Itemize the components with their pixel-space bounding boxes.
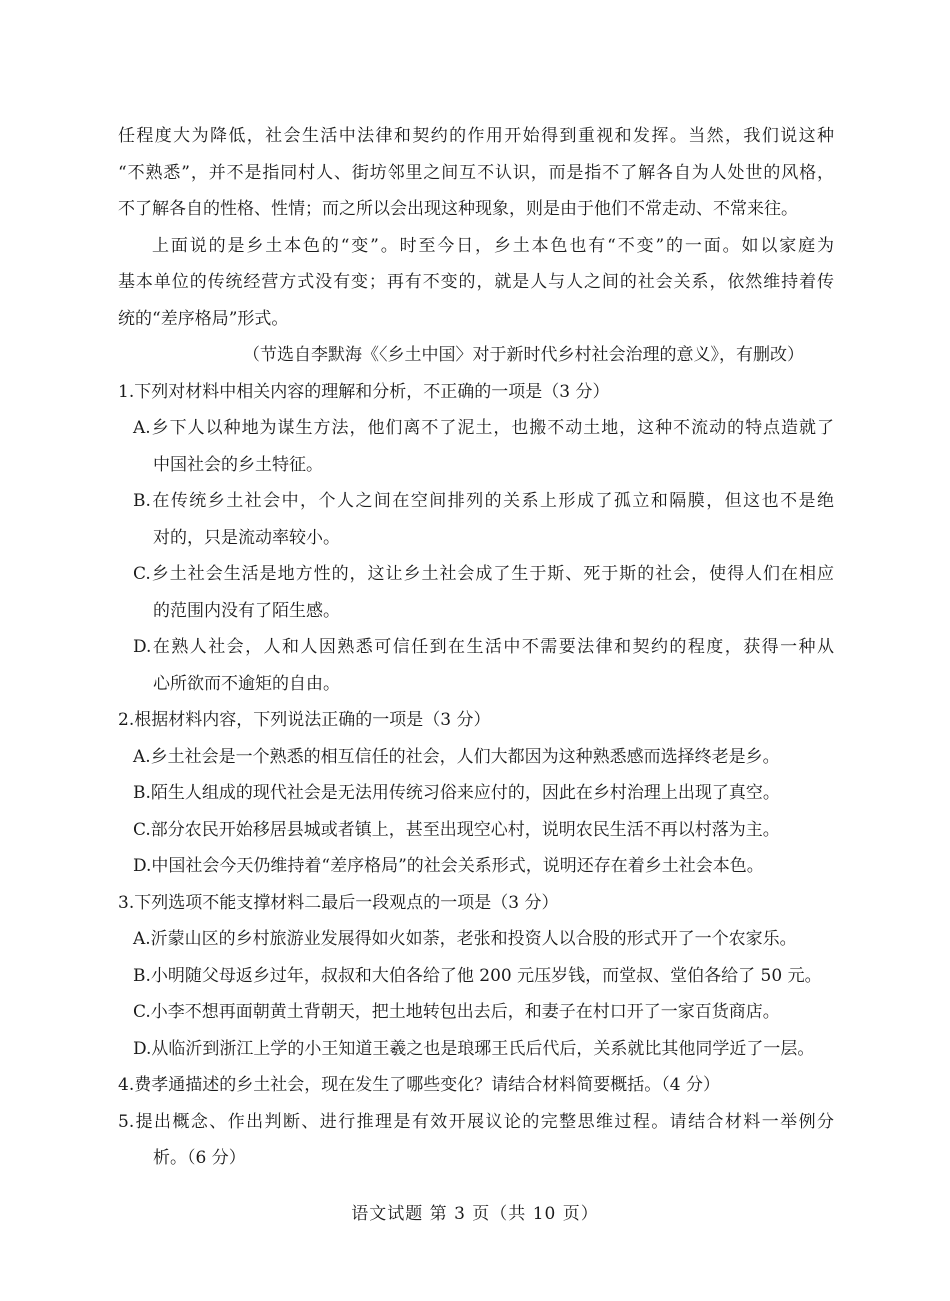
- q3-option-b: B.小明随父母返乡过年，叔叔和大伯各给了他 200 元压岁钱，而堂叔、堂伯各给了 50 元。: [133, 965, 822, 986]
- q1-stem: 1.下列对材料中相关内容的理解和分析，不正确的一项是（3 分）: [118, 381, 610, 402]
- q1-option-c-line1: C.乡土社会生活是地方性的，这让乡土社会成了生于斯、死于斯的社会，使得人们在相应: [133, 564, 834, 584]
- q1-option-b-line1: B.在传统乡土社会中，个人之间在空间排列的关系上形成了孤立和隔膜，但这也不是绝: [133, 491, 834, 511]
- page-footer: 语文试题 第 3 页（共 10 页）: [351, 1204, 599, 1224]
- passage-p2-line2: 基本单位的传统经营方式没有变；再有不变的，就是人与人之间的社会关系，依然维持着传: [118, 272, 834, 292]
- passage-p2-line1: 上面说的是乡土本色的“变”。时至今日，乡土本色也有“不变”的一面。如以家庭为: [152, 235, 834, 256]
- passage-source: （节选自李默海《〈乡土中国〉对于新时代乡村社会治理的意义》，有删改）: [243, 345, 804, 365]
- page-content: [118, 118, 834, 1177]
- q3-option-a: A.沂蒙山区的乡村旅游业发展得如火如荼，老张和投资人以合股的形式开了一个农家乐。: [133, 929, 797, 949]
- q3-stem: 3.下列选项不能支撑材料二最后一段观点的一项是（3 分）: [118, 892, 559, 913]
- q2-option-d: D.中国社会今天仍维持着“差序格局”的社会关系形式，说明还存在着乡土社会本色。: [133, 856, 764, 876]
- q2-option-c: C.部分农民开始移居县城或者镇上，甚至出现空心村，说明农民生活不再以村落为主。: [133, 819, 780, 840]
- q1-option-a-line1: A.乡下人以种地为谋生方法，他们离不了泥土，也搬不动土地，这种不流动的特点造就了: [133, 418, 834, 438]
- q1-option-a-line2: 中国社会的乡土特征。: [153, 454, 323, 475]
- q1-option-b-line2: 对的，只是流动率较小。: [153, 527, 340, 548]
- q1-option-d-line1: D.在熟人社会，人和人因熟悉可信任到在生活中不需要法律和契约的程度，获得一种从: [133, 637, 834, 657]
- passage-p1-line3: 不了解各自的性格、性情；而之所以会出现这种现象，则是由于他们不常走动、不常来往。: [118, 199, 798, 219]
- q3-option-c: C.小李不想再面朝黄土背朝天，把土地转包出去后，和妻子在村口开了一家百货商店。: [133, 1002, 780, 1022]
- passage-p1-line2: “不熟悉”，并不是指同村人、街坊邻里之间互不认识，而是指不了解各自为人处世的风格，: [118, 162, 834, 183]
- q5-stem-line2: 析。（6 分）: [153, 1148, 246, 1168]
- q3-option-d: D.从临沂到浙江上学的小王知道王羲之也是琅琊王氏后代后，关系就比其他同学近了一层。: [133, 1038, 815, 1059]
- q2-option-a: A.乡土社会是一个熟悉的相互信任的社会，人们大都因为这种熟悉感而选择终老是乡。: [133, 746, 780, 767]
- passage-p1-line1: 任程度大为降低，社会生活中法律和契约的作用开始得到重视和发挥。当然，我们说这种: [118, 126, 834, 146]
- q2-option-b: B.陌生人组成的现代社会是无法用传统习俗来应付的，因此在乡村治理上出现了真空。: [133, 783, 780, 803]
- passage-p2-line3: 统的“差序格局”形式。: [118, 308, 289, 329]
- q2-stem: 2.根据材料内容，下列说法正确的一项是（3 分）: [118, 710, 491, 730]
- q4-stem: 4.费孝通描述的乡土社会，现在发生了哪些变化？请结合材料简要概括。（4 分）: [118, 1075, 720, 1095]
- q5-stem-line1: 5.提出概念、作出判断、进行推理是有效开展议论的完整思维过程。请结合材料一举例分: [118, 1111, 834, 1132]
- q1-option-c-line2: 的范围内没有了陌生感。: [153, 600, 340, 621]
- q1-option-d-line2: 心所欲而不逾矩的自由。: [153, 673, 340, 694]
